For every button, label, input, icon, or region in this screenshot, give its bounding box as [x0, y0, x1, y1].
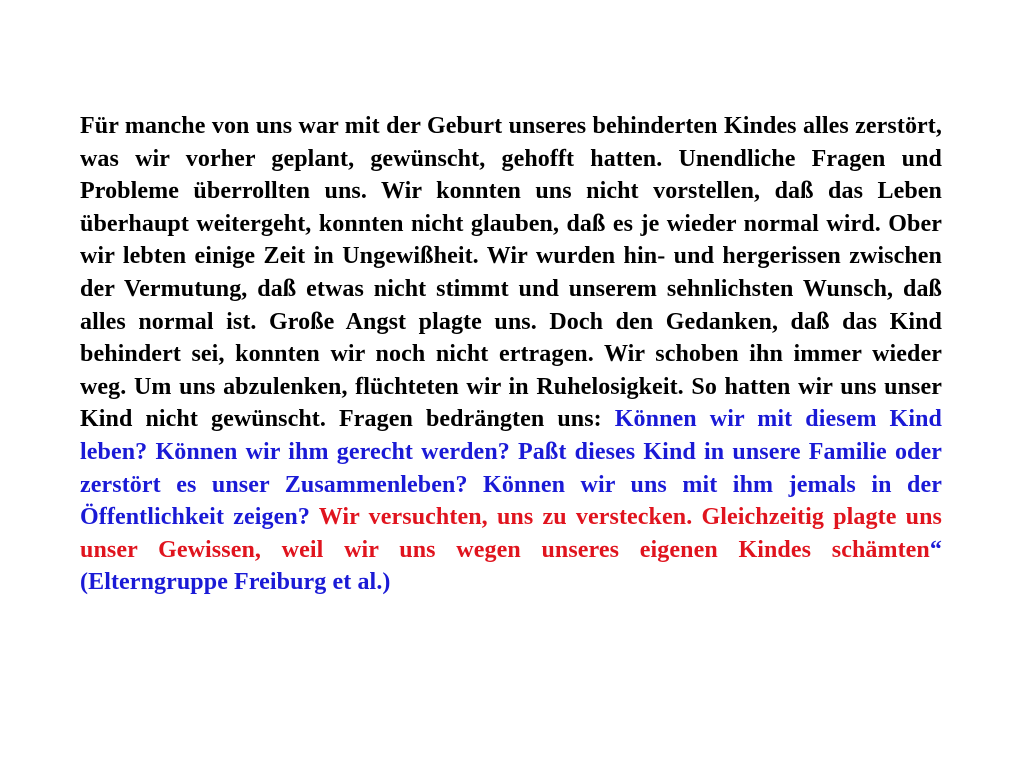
quote-paragraph	[80, 110, 942, 599]
quote-source-citation: “ (Elterngruppe Freiburg et al.)	[80, 536, 942, 596]
quote-questions-text: Können wir mit diesem Kind leben? Können wir ihm gerecht werden? Paßt dieses Kind in unsere Familie oder zerstört es unser Zusammenleben? Können wir uns mit ihm jemals in der Öffentlichkeit zeigen?	[80, 406, 942, 531]
quote-shame-text: Wir versuchten, uns zu verstecken. Gleichzeitig plagte uns unser Gewissen, weil wir uns wegen unseres eigenen Kindes schämten	[80, 504, 943, 563]
quote-intro-text: Für manche von uns war mit der Geburt unseres behinderten Kindes alles zerstört, was wir vorher geplant, gewünscht, gehofft hatten. Unendliche Fragen und Probleme überrollten uns. Wir konnten uns nicht vorstellen, daß das Leben überhaupt weitergeht, konnten nicht glauben, daß es je wieder normal wird. Ober wir lebten einige Zeit in Ungewißheit. Wir wurden hin- und hergerissen zwischen der Vermutung, daß etwas nicht stimmt und unserem sehnlichsten Wunsch, daß alles normal ist. Große Angst plagte uns. Doch den Gedanken, daß das Kind behindert sei, konnten wir noch nicht ertragen. Wir schoben ihn immer wieder weg. Um uns abzulenken, flüchteten wir in Ruhelosigkeit. So hatten wir uns unser Kind nicht gewünscht. Fragen bedrängten uns:	[80, 113, 942, 433]
